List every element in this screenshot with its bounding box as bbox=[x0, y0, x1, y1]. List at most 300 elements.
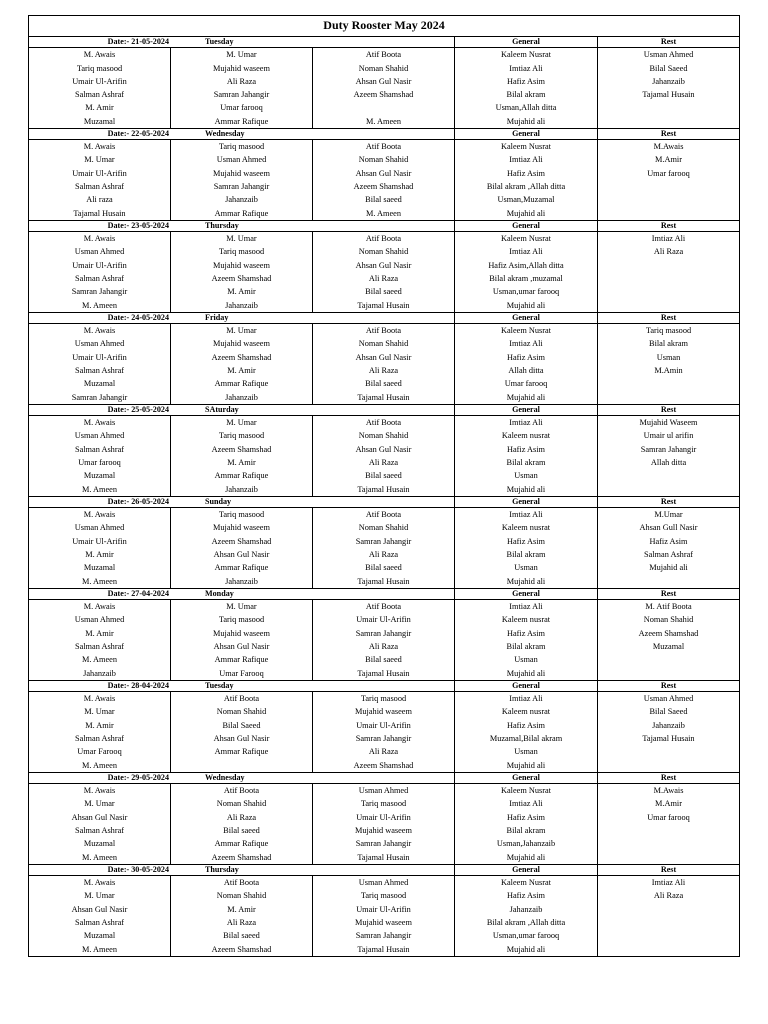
day-label: Wednesday bbox=[205, 772, 245, 782]
shift-2-cell: M. Amir bbox=[171, 285, 313, 298]
rest-header: Rest bbox=[598, 496, 740, 507]
shift-1-cell: Umair Ul-Arifin bbox=[29, 259, 171, 272]
day-label: Wednesday bbox=[205, 128, 245, 138]
general-header: General bbox=[455, 37, 598, 48]
day-label: Thursday bbox=[205, 864, 239, 874]
shift-3-cell: Mujahid waseem bbox=[313, 824, 455, 837]
general-cell: Kaleem Nusrat bbox=[455, 876, 598, 890]
general-cell: Usman,umar farooq bbox=[455, 929, 598, 942]
shift-3-cell: Bilal saeed bbox=[313, 193, 455, 206]
roster-row bbox=[29, 391, 740, 405]
shift-2-cell: Azeem Shamshad bbox=[171, 943, 313, 957]
date-label: Date:- 25-05-2024 bbox=[107, 404, 169, 414]
shift-2-cell: Mujahid waseem bbox=[171, 259, 313, 272]
shift-1-cell: Usman Ahmed bbox=[29, 613, 171, 626]
shift-1-cell: M. Awais bbox=[29, 416, 171, 430]
rest-cell: Mujahid ali bbox=[598, 561, 740, 574]
shift-1-cell: Salman Ashraf bbox=[29, 916, 171, 929]
shift-2-cell: Ahsan Gul Nasir bbox=[171, 640, 313, 653]
rest-cell: Jahanzaib bbox=[598, 75, 740, 88]
shift-1-cell: M. Umar bbox=[29, 705, 171, 718]
general-header: General bbox=[455, 772, 598, 783]
shift-2-cell: Ammar Rafique bbox=[171, 837, 313, 850]
shift-3-cell: Tajamal Husain bbox=[313, 483, 455, 497]
shift-2-cell: Umar Farooq bbox=[171, 667, 313, 681]
rest-cell bbox=[598, 824, 740, 837]
roster-row bbox=[29, 640, 740, 653]
date-label: Date:- 24-05-2024 bbox=[107, 312, 169, 322]
general-cell: Hafiz Asim bbox=[455, 443, 598, 456]
shift-2-cell: Ali Raza bbox=[171, 811, 313, 824]
general-cell: Mujahid ali bbox=[455, 115, 598, 129]
roster-row bbox=[29, 508, 740, 522]
shift-1-cell: M. Ameen bbox=[29, 653, 171, 666]
roster-row bbox=[29, 784, 740, 798]
roster-row bbox=[29, 851, 740, 865]
shift-3-cell: Tajamal Husain bbox=[313, 667, 455, 681]
general-cell: Usman,Jahanzaib bbox=[455, 837, 598, 850]
shift-3-cell: Ali Raza bbox=[313, 456, 455, 469]
shift-3-cell: Usman Ahmed bbox=[313, 876, 455, 890]
shift-3-cell: Ahsan Gul Nasir bbox=[313, 259, 455, 272]
roster-row bbox=[29, 732, 740, 745]
rest-cell bbox=[598, 483, 740, 497]
roster-row bbox=[29, 351, 740, 364]
general-header: General bbox=[455, 864, 598, 875]
rest-cell bbox=[598, 851, 740, 865]
shift-3-cell: Azeem Shamshad bbox=[313, 759, 455, 773]
rest-cell: Jahanzaib bbox=[598, 719, 740, 732]
shift-1-cell: Jahanzaib bbox=[29, 667, 171, 681]
general-cell: Hafiz Asim bbox=[455, 811, 598, 824]
rest-cell: Usman Ahmed bbox=[598, 48, 740, 62]
shift-1-cell: Umair Ul-Arifin bbox=[29, 75, 171, 88]
shift-1-cell: Tariq masood bbox=[29, 62, 171, 75]
shift-1-cell: Usman Ahmed bbox=[29, 337, 171, 350]
rest-header: Rest bbox=[598, 680, 740, 691]
shift-3-cell: Bilal saeed bbox=[313, 653, 455, 666]
rest-cell: Ali Raza bbox=[598, 889, 740, 902]
rest-header: Rest bbox=[598, 312, 740, 323]
shift-3-cell: Mujahid waseem bbox=[313, 705, 455, 718]
shift-3-cell: Noman Shahid bbox=[313, 153, 455, 166]
shift-1-cell: Samran Jahangir bbox=[29, 285, 171, 298]
roster-row bbox=[29, 232, 740, 246]
roster-row bbox=[29, 903, 740, 916]
date-cell bbox=[29, 772, 455, 783]
roster-row bbox=[29, 705, 740, 718]
shift-1-cell: M. Ameen bbox=[29, 851, 171, 865]
shift-1-cell: M. Awais bbox=[29, 600, 171, 614]
general-cell: Mujahid ali bbox=[455, 575, 598, 589]
shift-1-cell: Muzamal bbox=[29, 929, 171, 942]
shift-2-cell: Mujahid waseem bbox=[171, 167, 313, 180]
date-cell bbox=[29, 404, 455, 415]
rest-header: Rest bbox=[598, 404, 740, 415]
rest-header: Rest bbox=[598, 128, 740, 139]
shift-2-cell: M. Amir bbox=[171, 364, 313, 377]
roster-row bbox=[29, 429, 740, 442]
roster-row bbox=[29, 797, 740, 810]
shift-2-cell: Noman Shahid bbox=[171, 705, 313, 718]
shift-2-cell: Tariq masood bbox=[171, 508, 313, 522]
shift-1-cell: Salman Ashraf bbox=[29, 824, 171, 837]
rest-header: Rest bbox=[598, 772, 740, 783]
day-label: Friday bbox=[205, 312, 229, 322]
rest-cell bbox=[598, 745, 740, 758]
shift-1-cell: M. Awais bbox=[29, 48, 171, 62]
rest-cell bbox=[598, 759, 740, 773]
date-cell bbox=[29, 864, 455, 875]
shift-3-cell: Tajamal Husain bbox=[313, 299, 455, 313]
general-cell: Kaleem Nusrat bbox=[455, 784, 598, 798]
general-cell: Bilal akram ,muzamal bbox=[455, 272, 598, 285]
general-header: General bbox=[455, 404, 598, 415]
shift-1-cell: Salman Ashraf bbox=[29, 364, 171, 377]
general-cell: Bilal akram ,Allah ditta bbox=[455, 916, 598, 929]
roster-row bbox=[29, 324, 740, 338]
shift-3-cell: Bilal saeed bbox=[313, 469, 455, 482]
shift-3-cell: Ali Raza bbox=[313, 548, 455, 561]
duty-roster-table bbox=[28, 15, 740, 957]
roster-row bbox=[29, 548, 740, 561]
roster-row bbox=[29, 75, 740, 88]
rest-cell bbox=[598, 285, 740, 298]
general-cell: Bilal akram ,Allah ditta bbox=[455, 180, 598, 193]
general-cell: Kaleem Nusrat bbox=[455, 324, 598, 338]
rest-cell: Bilal Saeed bbox=[598, 62, 740, 75]
shift-2-cell: Azeem Shamshad bbox=[171, 272, 313, 285]
shift-1-cell: Tajamal Husain bbox=[29, 207, 171, 221]
shift-1-cell: Muzamal bbox=[29, 469, 171, 482]
roster-row bbox=[29, 627, 740, 640]
rest-cell: M.Awais bbox=[598, 140, 740, 154]
rest-cell bbox=[598, 667, 740, 681]
general-cell: Hafiz Asim bbox=[455, 889, 598, 902]
roster-row bbox=[29, 811, 740, 824]
general-cell: Usman bbox=[455, 469, 598, 482]
shift-2-cell: Jahanzaib bbox=[171, 193, 313, 206]
roster-row bbox=[29, 837, 740, 850]
rest-cell bbox=[598, 837, 740, 850]
general-cell: Hafiz Asim bbox=[455, 535, 598, 548]
roster-row bbox=[29, 416, 740, 430]
rest-cell: Mujahid Waseem bbox=[598, 416, 740, 430]
shift-3-cell: Noman Shahid bbox=[313, 521, 455, 534]
shift-3-cell: Samran Jahangir bbox=[313, 627, 455, 640]
rest-cell bbox=[598, 469, 740, 482]
shift-1-cell: Muzamal bbox=[29, 115, 171, 129]
roster-row bbox=[29, 667, 740, 681]
rest-cell: Ahsan Gull Nasir bbox=[598, 521, 740, 534]
shift-2-cell: Ammar Rafique bbox=[171, 469, 313, 482]
date-label: Date:- 27-04-2024 bbox=[107, 588, 169, 598]
general-cell: Allah ditta bbox=[455, 364, 598, 377]
rest-cell: M. Atif Boota bbox=[598, 600, 740, 614]
shift-3-cell: Tajamal Husain bbox=[313, 575, 455, 589]
shift-2-cell: Ammar Rafique bbox=[171, 561, 313, 574]
shift-2-cell: Tariq masood bbox=[171, 140, 313, 154]
general-cell: Usman bbox=[455, 745, 598, 758]
shift-1-cell: Ahsan Gul Nasir bbox=[29, 903, 171, 916]
general-cell: Imtiaz Ali bbox=[455, 416, 598, 430]
rest-cell: Tajamal Husain bbox=[598, 732, 740, 745]
shift-3-cell: Noman Shahid bbox=[313, 429, 455, 442]
shift-3-cell: Azeem Shamshad bbox=[313, 88, 455, 101]
shift-3-cell: Samran Jahangir bbox=[313, 929, 455, 942]
shift-3-cell: Bilal saeed bbox=[313, 285, 455, 298]
rest-cell: Bilal akram bbox=[598, 337, 740, 350]
shift-2-cell: Tariq masood bbox=[171, 613, 313, 626]
shift-2-cell: Ahsan Gul Nasir bbox=[171, 732, 313, 745]
shift-3-cell: Usman Ahmed bbox=[313, 784, 455, 798]
shift-1-cell: Muzamal bbox=[29, 837, 171, 850]
shift-1-cell: M. Amir bbox=[29, 548, 171, 561]
rest-cell: M.Awais bbox=[598, 784, 740, 798]
general-cell: Imtiaz Ali bbox=[455, 153, 598, 166]
shift-3-cell: Ahsan Gul Nasir bbox=[313, 443, 455, 456]
shift-1-cell: Ali raza bbox=[29, 193, 171, 206]
date-cell bbox=[29, 220, 455, 231]
shift-3-cell: Atif Boota bbox=[313, 140, 455, 154]
roster-row bbox=[29, 299, 740, 313]
roster-row bbox=[29, 456, 740, 469]
shift-2-cell: Noman Shahid bbox=[171, 797, 313, 810]
shift-2-cell: Ahsan Gul Nasir bbox=[171, 548, 313, 561]
roster-row bbox=[29, 101, 740, 114]
general-cell: Imtiaz Ali bbox=[455, 337, 598, 350]
shift-3-cell: Ahsan Gul Nasir bbox=[313, 75, 455, 88]
day-label: Thursday bbox=[205, 220, 239, 230]
roster-row bbox=[29, 943, 740, 957]
shift-2-cell: Jahanzaib bbox=[171, 391, 313, 405]
shift-2-cell: Ammar Rafique bbox=[171, 745, 313, 758]
general-cell: Mujahid ali bbox=[455, 391, 598, 405]
rest-cell bbox=[598, 299, 740, 313]
shift-1-cell: M. Awais bbox=[29, 140, 171, 154]
shift-2-cell: Azeem Shamshad bbox=[171, 535, 313, 548]
date-cell bbox=[29, 588, 455, 599]
shift-3-cell: Atif Boota bbox=[313, 508, 455, 522]
rest-cell: Muzamal bbox=[598, 640, 740, 653]
date-header-row bbox=[29, 588, 740, 599]
rest-cell: Hafiz Asim bbox=[598, 535, 740, 548]
general-header: General bbox=[455, 680, 598, 691]
rest-cell bbox=[598, 115, 740, 129]
rest-cell: Bilal Saeed bbox=[598, 705, 740, 718]
roster-row bbox=[29, 272, 740, 285]
general-cell: Bilal akram bbox=[455, 640, 598, 653]
roster-body bbox=[29, 16, 740, 957]
shift-3-cell: Tariq masood bbox=[313, 797, 455, 810]
roster-row bbox=[29, 245, 740, 258]
shift-3-cell: Ali Raza bbox=[313, 364, 455, 377]
shift-1-cell: Salman Ashraf bbox=[29, 640, 171, 653]
shift-1-cell: M. Umar bbox=[29, 153, 171, 166]
roster-row bbox=[29, 692, 740, 706]
roster-row bbox=[29, 575, 740, 589]
rest-cell bbox=[598, 193, 740, 206]
shift-3-cell: Umair Ul-Arifin bbox=[313, 903, 455, 916]
rest-cell bbox=[598, 653, 740, 666]
shift-1-cell: Muzamal bbox=[29, 561, 171, 574]
shift-1-cell: M. Awais bbox=[29, 876, 171, 890]
date-label: Date:- 30-05-2024 bbox=[107, 864, 169, 874]
rest-cell bbox=[598, 259, 740, 272]
general-cell: Usman,umar farooq bbox=[455, 285, 598, 298]
rest-cell: Tariq masood bbox=[598, 324, 740, 338]
roster-row bbox=[29, 469, 740, 482]
general-cell: Mujahid ali bbox=[455, 851, 598, 865]
shift-2-cell: M. Umar bbox=[171, 416, 313, 430]
roster-row bbox=[29, 88, 740, 101]
day-label: SAturday bbox=[205, 404, 239, 414]
roster-row bbox=[29, 337, 740, 350]
date-header-row bbox=[29, 37, 740, 48]
rest-cell: M.Amir bbox=[598, 797, 740, 810]
roster-row bbox=[29, 167, 740, 180]
date-cell bbox=[29, 496, 455, 507]
date-header-row bbox=[29, 220, 740, 231]
shift-1-cell: Umar Farooq bbox=[29, 745, 171, 758]
roster-row bbox=[29, 483, 740, 497]
rest-cell: Tajamal Husain bbox=[598, 88, 740, 101]
shift-1-cell: Salman Ashraf bbox=[29, 443, 171, 456]
rest-cell: Usman Ahmed bbox=[598, 692, 740, 706]
roster-row bbox=[29, 377, 740, 390]
general-header: General bbox=[455, 220, 598, 231]
rest-cell bbox=[598, 377, 740, 390]
date-header-row bbox=[29, 772, 740, 783]
rest-cell: Umair ul arifin bbox=[598, 429, 740, 442]
shift-3-cell: Atif Boota bbox=[313, 324, 455, 338]
general-cell: Kaleem Nusrat bbox=[455, 48, 598, 62]
shift-3-cell: Atif Boota bbox=[313, 600, 455, 614]
rest-cell: Noman Shahid bbox=[598, 613, 740, 626]
roster-row bbox=[29, 521, 740, 534]
shift-1-cell: Salman Ashraf bbox=[29, 88, 171, 101]
general-cell: Hafiz Asim bbox=[455, 167, 598, 180]
date-header-row bbox=[29, 680, 740, 691]
roster-row bbox=[29, 180, 740, 193]
roster-row bbox=[29, 759, 740, 773]
shift-3-cell: Atif Boota bbox=[313, 232, 455, 246]
general-cell: Imtiaz Ali bbox=[455, 245, 598, 258]
general-cell: Kaleem Nusrat bbox=[455, 232, 598, 246]
title-row bbox=[29, 16, 740, 37]
rest-cell bbox=[598, 101, 740, 114]
date-header-row bbox=[29, 128, 740, 139]
general-header: General bbox=[455, 128, 598, 139]
general-cell: Umar farooq bbox=[455, 377, 598, 390]
shift-3-cell: Ahsan Gul Nasir bbox=[313, 167, 455, 180]
day-label: Tuesday bbox=[205, 37, 234, 46]
shift-3-cell: Samran Jahangir bbox=[313, 732, 455, 745]
rest-cell: Ali Raza bbox=[598, 245, 740, 258]
date-label: Date:- 29-05-2024 bbox=[107, 772, 169, 782]
general-cell: Bilal akram bbox=[455, 824, 598, 837]
roster-row bbox=[29, 153, 740, 166]
shift-2-cell: Bilal saeed bbox=[171, 824, 313, 837]
shift-1-cell: M. Ameen bbox=[29, 299, 171, 313]
rest-cell bbox=[598, 207, 740, 221]
shift-1-cell: Usman Ahmed bbox=[29, 521, 171, 534]
shift-3-cell: Ahsan Gul Nasir bbox=[313, 351, 455, 364]
shift-2-cell: Atif Boota bbox=[171, 784, 313, 798]
rest-cell bbox=[598, 943, 740, 957]
roster-row bbox=[29, 824, 740, 837]
shift-3-cell: Tajamal Husain bbox=[313, 851, 455, 865]
shift-3-cell: Azeem Shamshad bbox=[313, 180, 455, 193]
roster-row bbox=[29, 115, 740, 129]
rest-cell: Usman bbox=[598, 351, 740, 364]
shift-2-cell: Bilal Saeed bbox=[171, 719, 313, 732]
shift-1-cell: M. Ameen bbox=[29, 483, 171, 497]
rest-cell bbox=[598, 272, 740, 285]
general-cell: Usman,Allah ditta bbox=[455, 101, 598, 114]
shift-1-cell: Salman Ashraf bbox=[29, 272, 171, 285]
general-cell: Mujahid ali bbox=[455, 207, 598, 221]
shift-3-cell: Noman Shahid bbox=[313, 245, 455, 258]
shift-3-cell: Ali Raza bbox=[313, 272, 455, 285]
shift-3-cell: Umair Ul-Arifin bbox=[313, 613, 455, 626]
shift-1-cell: Ahsan Gul Nasir bbox=[29, 811, 171, 824]
rest-cell: Umar farooq bbox=[598, 811, 740, 824]
general-cell: Imtiaz Ali bbox=[455, 692, 598, 706]
rest-cell: Imtiaz Ali bbox=[598, 876, 740, 890]
shift-1-cell: M. Amir bbox=[29, 101, 171, 114]
general-cell: Mujahid ali bbox=[455, 759, 598, 773]
shift-2-cell: Atif Boota bbox=[171, 876, 313, 890]
shift-2-cell: Bilal saeed bbox=[171, 929, 313, 942]
rest-cell: Azeem Shamshad bbox=[598, 627, 740, 640]
general-cell: Hafiz Asim bbox=[455, 75, 598, 88]
page-title: Duty Rooster May 2024 bbox=[29, 16, 740, 37]
date-cell bbox=[29, 680, 455, 691]
rest-cell: Imtiaz Ali bbox=[598, 232, 740, 246]
rest-cell bbox=[598, 180, 740, 193]
day-label: Sunday bbox=[205, 496, 232, 506]
shift-1-cell: Muzamal bbox=[29, 377, 171, 390]
date-label: Date:- 21-05-2024 bbox=[107, 37, 169, 46]
rest-cell: Salman Ashraf bbox=[598, 548, 740, 561]
shift-1-cell: Umair Ul-Arifin bbox=[29, 351, 171, 364]
date-header-row bbox=[29, 404, 740, 415]
shift-1-cell: M. Awais bbox=[29, 232, 171, 246]
general-cell: Usman,Muzamal bbox=[455, 193, 598, 206]
general-cell: Kaleem nusrat bbox=[455, 521, 598, 534]
shift-2-cell: Jahanzaib bbox=[171, 483, 313, 497]
rest-cell: M.Umar bbox=[598, 508, 740, 522]
general-cell: Hafiz Asim bbox=[455, 627, 598, 640]
general-cell: Usman bbox=[455, 561, 598, 574]
shift-1-cell: M. Awais bbox=[29, 324, 171, 338]
shift-3-cell: Bilal saeed bbox=[313, 377, 455, 390]
general-cell: Bilal akram bbox=[455, 548, 598, 561]
shift-2-cell: Azeem Shamshad bbox=[171, 851, 313, 865]
general-cell: Hafiz Asim bbox=[455, 351, 598, 364]
roster-row bbox=[29, 535, 740, 548]
shift-2-cell: M. Umar bbox=[171, 232, 313, 246]
shift-2-cell: Umar farooq bbox=[171, 101, 313, 114]
rest-header: Rest bbox=[598, 588, 740, 599]
general-cell: Muzamal,Bilal akram bbox=[455, 732, 598, 745]
shift-3-cell: Noman Shahid bbox=[313, 337, 455, 350]
shift-2-cell: Azeem Shamshad bbox=[171, 443, 313, 456]
general-cell: Hafiz Asim,Allah ditta bbox=[455, 259, 598, 272]
shift-2-cell: Jahanzaib bbox=[171, 299, 313, 313]
date-header-row bbox=[29, 312, 740, 323]
